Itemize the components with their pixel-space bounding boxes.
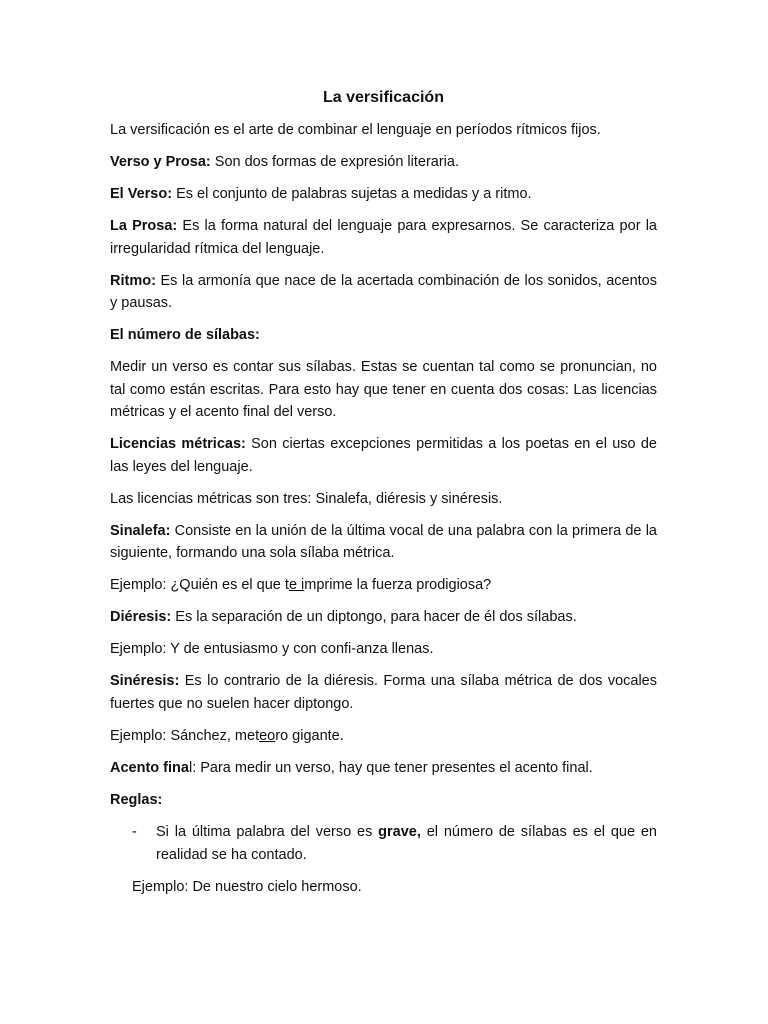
ejemplo-sineresis [110,725,657,748]
reglas-heading-text: Reglas: [110,791,163,808]
verso-prosa-paragraph [110,151,657,174]
document-title: La versificación [323,89,444,106]
verso-prosa-text: Son dos formas de expresión literaria. [210,154,459,170]
el-verso-text: Es el conjunto de palabras sujetas a medidas y a ritmo. [172,186,532,202]
ejemplo-sineresis-before: Ejemplo: Sánchez, met [110,727,260,744]
sineresis-text: Es lo contrario de la diéresis. Forma una sílaba métrica de dos vocales fuertes que no suelen hacer diptongo. [110,673,657,712]
ejemplo-sinalefa-underlined: e i [288,577,305,593]
ritmo-text: Es la armonía que nace de la acertada combinación de los sonidos, acentos y pausas. [110,272,657,311]
dieresis-paragraph [110,606,657,629]
medir-paragraph: Medir un verso es contar sus sílabas. Estas se cuentan tal como se pronuncian, no tal como están escritas. Para esto hay que tener en cuenta dos cosas: Las licencias métricas y el acento final del verso. [110,359,657,420]
term-la-prosa: La Prosa: [110,218,178,234]
intro-paragraph: La versificación es el arte de combinar el lenguaje en períodos rítmicos fijos. [110,122,601,138]
el-verso-paragraph [110,183,657,206]
term-sineresis: Sinéresis: [110,673,180,689]
regla-1-after: el número de sílabas es el que en realidad se ha contado. [156,824,657,863]
acento-final-paragraph [110,757,657,780]
document-page [110,86,657,908]
reglas-heading [110,789,657,812]
regla-1-bold: grave, [378,824,421,840]
term-ritmo: Ritmo: [110,272,156,289]
numero-silabas-heading-text: El número de sílabas: [110,327,260,343]
numero-silabas-heading [110,324,657,347]
la-prosa-text: Es la forma natural del lenguaje para expresarnos. Se caracteriza por la irregularidad rítmica del lenguaje. [110,218,657,257]
sineresis-paragraph [110,670,657,715]
term-el-verso: El Verso: [110,186,173,202]
ejemplo-regla-1: Ejemplo: De nuestro cielo hermoso. [132,878,362,895]
term-acento-final: Acento fina [110,759,189,776]
ejemplo-sineresis-underlined: eo [259,727,276,744]
sinalefa-paragraph [110,520,657,565]
licencias-tres-paragraph: Las licencias métricas son tres: Sinalefa, diéresis y sinéresis. [110,490,503,507]
acento-final-term-rest: l [188,759,193,776]
ejemplo-sinalefa-after: mprime la fuerza prodigiosa? [304,577,492,593]
regla-list-item [110,821,657,866]
term-licencias: Licencias métricas: [110,436,246,452]
ejemplo-sinalefa [110,574,657,597]
ejemplo-sineresis-after: ro gigante. [275,727,344,744]
term-verso-prosa: Verso y Prosa: [110,154,211,170]
la-prosa-paragraph [110,215,657,260]
sinalefa-text: Consiste en la unión de la última vocal de una palabra con la primera de la siguiente, formando una sola sílaba métrica. [110,522,657,561]
licencias-paragraph [110,433,657,478]
licencias-text: Son ciertas excepciones permitidas a los poetas en el uso de las leyes del lenguaje. [110,436,657,475]
list-dash: - [132,824,137,840]
ejemplo-sinalefa-before: Ejemplo: ¿Quién es el que t [110,577,289,593]
term-sinalefa: Sinalefa: [110,522,171,539]
term-dieresis: Diéresis: [110,609,172,625]
dieresis-text: Es la separación de un diptongo, para hacer de él dos sílabas. [171,609,577,625]
acento-final-text: : Para medir un verso, hay que tener presentes el acento final. [192,759,593,776]
regla-1-before: Si la última palabra del verso es [156,824,379,840]
ejemplo-dieresis: Ejemplo: Y de entusiasmo y con confi-anza llenas. [110,641,434,657]
ritmo-paragraph [110,270,657,315]
